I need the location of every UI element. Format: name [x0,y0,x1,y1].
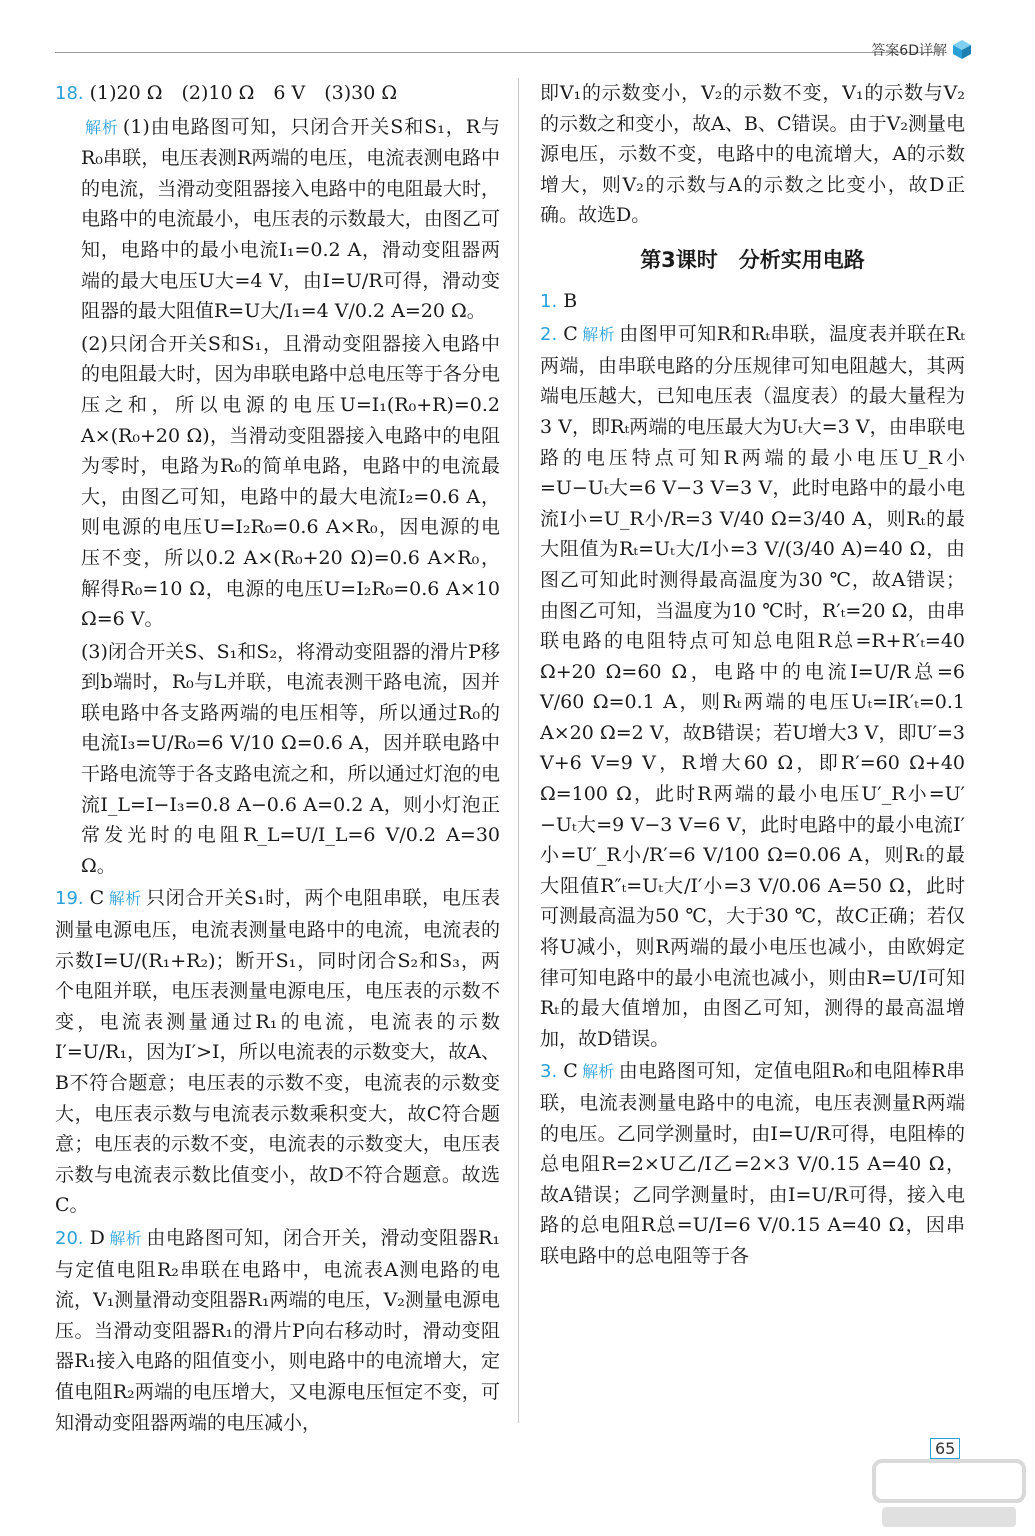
answer-20-continued: 即V₁的示数变小，V₂的示数不变，V₁的示数与V₂的示数之和变小，故A、B、C错误。由于V₂测量电源电压，示数不变，电路中的电流增大，A的示数增大，则V₂的示数与A的示数之比变小，故D正确。故选D。 [540,82,965,227]
analysis-text: 由电路图可知，定值电阻R₀和电阻棒R串联，电流表测量电路中的电流，电压表测量R两端的电压。乙同学测量时，由I=U/R可得，电阻棒的总电阻R=2×U乙/I乙=2×3 V/0.15 A=40 Ω，故A错误；乙同学测量时，由I=U/R可得，接入电路的总电阻R总=U/I=6 V/0.15 A=40 Ω，因串联电路中的总电阻等于各 [540,1060,965,1267]
question-number: 3. [540,1061,558,1083]
question-number: 2. [540,324,558,346]
analysis-tag: 解析 [85,117,119,137]
cube-icon [951,38,973,60]
page-number: 65 [930,1438,960,1459]
answer-1 [540,286,965,318]
analysis-tag: 解析 [108,889,143,909]
answer-choice: C [89,887,105,910]
analysis-text: 由图甲可知R和Rₜ串联，温度表并联在Rₜ两端，由串联电路的分压规律可知电阻越大，其两端电压越大，已知电压表（温度表）的最大量程为3 V，即Rₜ两端的电压最大为Uₜ大=3 V，由串联电路的电压特点可知R两端的最小电压U_R小=U−Uₜ大=6 V−3 V=3 V，此时电路中的最小电流I小=U_R小/R=3 V/40 Ω=3/40 A，则Rₜ的最大阻值为Rₜ=Uₜ大/I小=3 V/(3/40 A)=40 Ω，由图乙可知此时测得最高温度为30 ℃，故A错误；由图乙可知，当温度为10 ℃时，R′ₜ=20 Ω，由串联电路的电阻特点可知总电阻R总=R+R′ₜ=40 Ω+20 Ω=60 Ω，电路中的电流I=U/R总=6 V/60 Ω=0.1 A，则Rₜ两端的电压Uₜ=IR′ₜ=0.1 A×20 Ω=2 V，故B错误；若U增大3 V，即U′=3 V+6 V=9 V，R增大60 Ω，即R′=60 Ω+40 Ω=100 Ω，此时R两端的最小电压U′_R小=U′−Uₜ大=9 V−3 V=6 V，此时电路中的最小电流I′小=U′_R小/R′=6 V/100 Ω=0.06 A，则Rₜ的最大阻值R″ₜ=Uₜ大/I′小=3 V/0.06 A=50 Ω，此时可测最高温为50 ℃，大于30 ℃，故C正确；若仅将U减小，则R两端的最小电压也减小，由欧姆定律可知电路中的最小电流也减小，则由R=U/I可知Rₜ的最大值增加，由图乙可知，测得的最高温增加，故D错误。 [540,323,965,1050]
answer-3 [540,1056,965,1271]
right-column [540,78,965,1274]
answer-20 [55,1223,500,1438]
answer-18 [55,78,500,110]
header-rule [55,52,935,53]
watermark-logo [870,1455,1030,1533]
analysis-text: (1)由电路图可知，只闭合开关S和S₁，R与R₀串联，电压表测R两端的电压，电流表测电路中的电流，当滑动变阻器接入电路中的电阻最大时，电路中的电流最小，电压表的示数最大，由图乙可知，电路中的最小电流I₁=0.2 A，滑动变阻器两端的最大电压U大=4 V，由I=U/R可得，滑动变阻器的最大阻值R=U大/I₁=4 V/0.2 A=20 Ω。 [81,115,500,323]
analysis-18-part3: (3)闭合开关S、S₁和S₂，将滑动变阻器的滑片P移到b端时，R₀与L并联，电流表测干路电流，因并联电路中各支路两端的电压相等，所以通过R₀的电流I₃=U/R₀=6 V/10 Ω=0.6 A，因并联电路中干路电流等于各支路电流之和，所以通过灯泡的电流I_L=I−I₃=0.8 A−0.6 A=0.2 A，则小灯泡正常发光时的电阻R_L=U/I_L=6 V/0.2 A=30 Ω。 [81,640,500,877]
header-title: 答案6D详解 [871,43,947,59]
analysis-tag: 解析 [108,1228,143,1248]
answer-choice: C [563,1060,578,1083]
analysis-text: 由电路图可知，闭合开关，滑动变阻器R₁与定值电阻R₂串联在电路中，电流表A测电路的电流，V₁测量滑动变阻器R₁两端的电压，V₂测量电源电压。当滑动变阻器R₁的滑片P向右移动时，滑动变阻器R₁接入电路的阻值变小，则电路中的电流增大，定值电阻R₂两端的电压增大，又电源电压恒定不变，可知滑动变阻器两端的电压减小， [55,1226,500,1434]
analysis-18-part1 [55,112,500,327]
answer-choice: B [563,289,578,312]
section-title: 第3课时 分析实用电路 [640,247,865,272]
analysis-tag: 解析 [581,325,616,345]
analysis-text: 只闭合开关S₁时，两个电阻串联，电压表测量电源电压，电流表测量电路中的电流，电流表的示数I=U/(R₁+R₂)；断开S₁，同时闭合S₂和S₃，两个电阻并联，电压表测量电源电压，电压表的示数不变，电流表测量通过R₁的电流，电流表的示数I′=U/R₁，因为I′>I，所以电流表的示数变大，故A、B不符合题意；电压表的示数不变，电流表的示数变大，电压表示数与电流表示数乘积变大，故C符合题意；电压表的示数不变，电流表的示数变大，电压表示数与电流表示数比值变小，故D不符合题意。故选C。 [55,887,500,1217]
left-column [55,78,500,1440]
answer-text: (1)20 Ω (2)10 Ω 6 V (3)30 Ω [89,82,398,104]
question-number: 19. [55,888,84,910]
answer-19 [55,883,500,1221]
column-divider [518,78,519,1423]
analysis-18-part2: (2)只闭合开关S和S₁，且滑动变阻器接入电路中的电阻最大时，因为串联电路中总电压等于各分电压之和，所以电源的电压U=I₁(R₀+R)=0.2 A×(R₀+20 Ω)，当滑动变阻器接入电路中的电阻为零时，电路为R₀的简单电路，电路中的电流最大，由图乙可知，电路中的最大电流I₂=0.6 A，则电源的电压U=I₂R₀=0.6 A×R₀，因电源的电压不变，所以0.2 A×(R₀+20 Ω)=0.6 A×R₀，解得R₀=10 Ω，电源的电压U=I₂R₀=0.6 A×10 Ω=6 V。 [81,332,500,631]
answer-choice: D [89,1226,105,1249]
analysis-tag: 解析 [581,1062,615,1082]
question-number: 18. [55,83,84,104]
question-number: 1. [540,290,558,312]
question-number: 20. [55,1227,84,1249]
answer-choice: C [563,323,578,346]
answer-2 [540,319,965,1054]
